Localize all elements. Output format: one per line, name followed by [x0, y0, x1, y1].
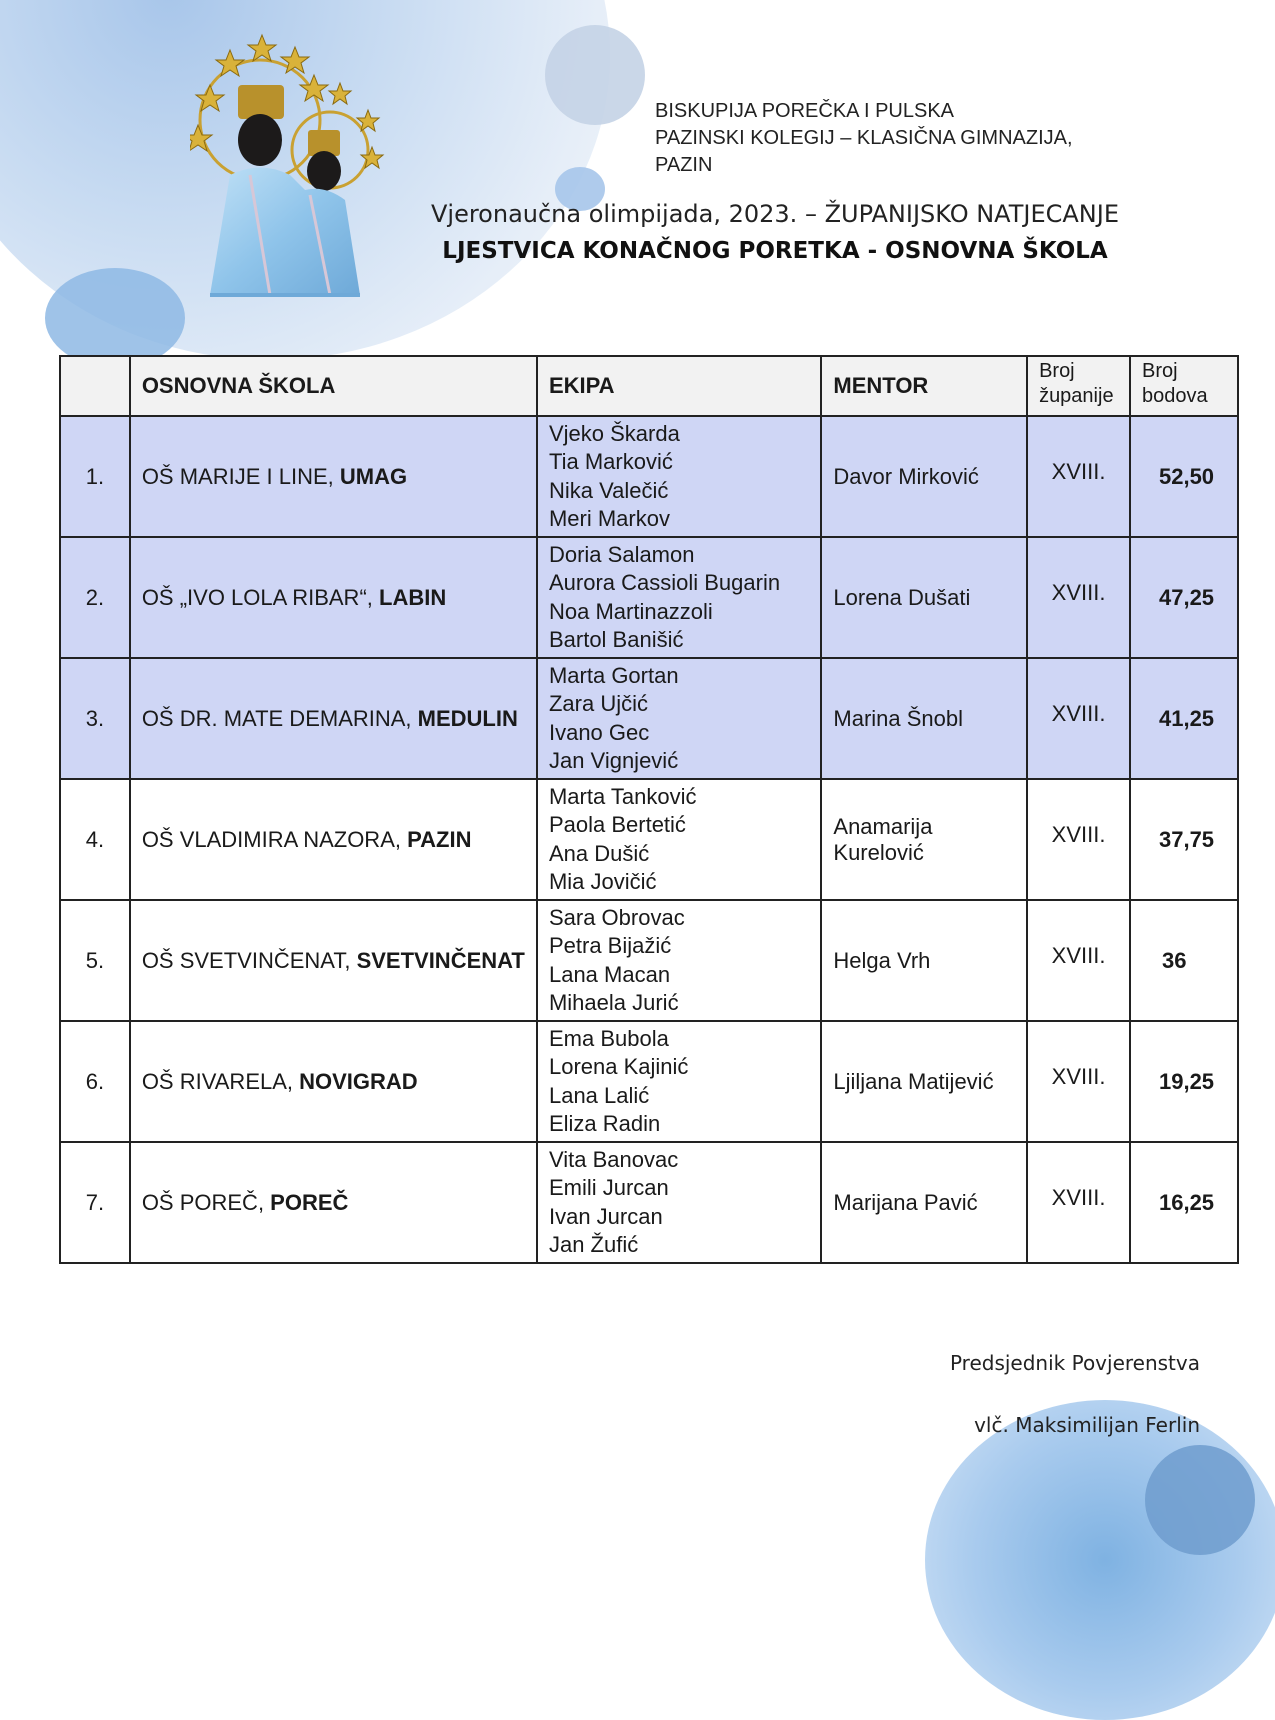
team-member: Eliza Radin — [548, 1111, 661, 1136]
school-city: POREČ — [270, 1189, 349, 1215]
team-member: Petra Bijažić — [548, 933, 672, 958]
school-cell — [130, 537, 537, 658]
points-cell: 16,25 — [1130, 1142, 1238, 1263]
team-member: Paola Bertetić — [548, 812, 686, 837]
team-member: Doria Salamon — [548, 541, 695, 567]
team-member: Sara Obrovac — [548, 904, 685, 930]
school-cell — [130, 658, 537, 779]
team-cell — [537, 658, 821, 779]
school-name: OŠ POREČ, — [141, 1189, 271, 1215]
team-member: Ivan Jurcan — [548, 1203, 663, 1229]
school-name: OŠ RIVARELA, — [141, 1068, 300, 1094]
county-cell: XVIII. — [1027, 658, 1130, 779]
rank-cell: 7. — [60, 1142, 130, 1263]
column-header-mentor: MENTOR — [821, 356, 1027, 416]
team-member: Zara Ujčić — [548, 691, 648, 716]
school-city: LABIN — [379, 584, 447, 610]
points-cell: 52,50 — [1130, 416, 1238, 537]
team-cell — [537, 416, 821, 537]
results-table — [59, 355, 1239, 1264]
school-name: OŠ VLADIMIRA NAZORA, — [141, 826, 408, 852]
table-row — [60, 1021, 1238, 1142]
school-name: OŠ „IVO LOLA RIBAR“, — [141, 584, 379, 610]
rank-cell: 6. — [60, 1021, 130, 1142]
county-cell: XVIII. — [1027, 537, 1130, 658]
decorative-circle-small — [45, 268, 185, 368]
points-cell: 37,75 — [1130, 779, 1238, 900]
signature-name: vlč. Maksimilijan Ferlin — [974, 1413, 1200, 1437]
points-cell: 36 — [1130, 900, 1238, 1021]
school-city: SVETVINČENAT — [356, 947, 525, 973]
team-member: Mihaela Jurić — [548, 990, 679, 1015]
mentor-cell: Anamarija Kurelović — [821, 779, 1027, 900]
school-cell — [130, 779, 537, 900]
institution-line: PAZIN — [655, 154, 713, 176]
table-row — [60, 416, 1238, 537]
table-row — [60, 1142, 1238, 1263]
team-cell — [537, 779, 821, 900]
team-member: Vita Banovac — [548, 1146, 679, 1172]
column-header-line: Broj — [1142, 360, 1178, 382]
points-cell: 47,25 — [1130, 537, 1238, 658]
column-header-rank — [60, 356, 130, 416]
signature-role: Predsjednik Povjerenstva — [949, 1351, 1200, 1375]
team-member: Nika Valečić — [548, 477, 669, 503]
mentor-cell: Lorena Dušati — [821, 537, 1027, 658]
madonna-image — [190, 25, 400, 315]
school-cell — [130, 900, 537, 1021]
column-header-line: Broj — [1039, 360, 1075, 382]
team-member: Marta Tanković — [548, 783, 697, 809]
institution-line: PAZINSKI KOLEGIJ – KLASIČNA GIMNAZIJA, — [655, 127, 1073, 149]
school-cell — [130, 1021, 537, 1142]
team-member: Jan Žufić — [548, 1232, 639, 1257]
team-member: Emili Jurcan — [548, 1175, 669, 1200]
table-row — [60, 900, 1238, 1021]
team-member: Ema Bubola — [548, 1025, 669, 1051]
institution-line: BISKUPIJA POREČKA I PULSKA — [655, 100, 955, 122]
team-cell — [537, 1142, 821, 1263]
table-row — [60, 779, 1238, 900]
county-cell: XVIII. — [1027, 900, 1130, 1021]
county-cell: XVIII. — [1027, 1142, 1130, 1263]
team-cell — [537, 537, 821, 658]
mentor-cell: Helga Vrh — [821, 900, 1027, 1021]
institution-header — [655, 98, 1073, 179]
school-name: OŠ DR. MATE DEMARINA, — [141, 705, 418, 731]
team-member: Lana Macan — [548, 961, 671, 987]
team-member: Noa Martinazzoli — [548, 598, 713, 624]
document-title: Vjeronaučna olimpijada, 2023. – ŽUPANIJSKO NATJECANJE — [430, 200, 1120, 228]
school-cell — [130, 1142, 537, 1263]
rank-cell: 3. — [60, 658, 130, 779]
signature-block — [950, 1332, 1200, 1456]
document-subtitle: LJESTVICA KONAČNOG PORETKA - OSNOVNA ŠKOLA — [442, 238, 1108, 264]
team-member: Lorena Kajinić — [548, 1054, 689, 1079]
county-cell: XVIII. — [1027, 416, 1130, 537]
column-header-points — [1130, 356, 1238, 416]
county-cell: XVIII. — [1027, 779, 1130, 900]
rank-cell: 2. — [60, 537, 130, 658]
mentor-cell: Marijana Pavić — [821, 1142, 1027, 1263]
decorative-circle-small — [545, 25, 645, 125]
school-name: OŠ MARIJE I LINE, — [141, 463, 340, 489]
column-header-team: EKIPA — [537, 356, 821, 416]
decorative-circle-small — [1145, 1445, 1255, 1555]
county-cell: XVIII. — [1027, 1021, 1130, 1142]
rank-cell: 4. — [60, 779, 130, 900]
column-header-county — [1027, 356, 1130, 416]
points-cell: 41,25 — [1130, 658, 1238, 779]
team-member: Lana Lalić — [548, 1082, 650, 1108]
team-member: Vjeko Škarda — [548, 420, 680, 446]
school-cell — [130, 416, 537, 537]
column-header-line: županije — [1039, 385, 1114, 407]
rank-cell: 1. — [60, 416, 130, 537]
points-cell: 19,25 — [1130, 1021, 1238, 1142]
school-name: OŠ SVETVINČENAT, — [141, 947, 357, 973]
team-member: Meri Markov — [548, 506, 670, 531]
team-member: Jan Vignjević — [548, 748, 679, 773]
team-member: Mia Jovičić — [548, 869, 657, 894]
team-member: Marta Gortan — [548, 662, 679, 688]
column-header-school: OSNOVNA ŠKOLA — [130, 356, 537, 416]
team-member: Aurora Cassioli Bugarin — [548, 570, 781, 595]
team-member: Tia Marković — [548, 449, 673, 474]
table-row — [60, 537, 1238, 658]
mentor-cell: Marina Šnobl — [821, 658, 1027, 779]
mentor-cell: Davor Mirković — [821, 416, 1027, 537]
team-cell — [537, 1021, 821, 1142]
team-member: Ivano Gec — [548, 719, 650, 745]
column-header-line: bodova — [1142, 385, 1208, 407]
team-member: Bartol Banišić — [548, 627, 684, 652]
school-city: PAZIN — [407, 826, 472, 852]
mentor-cell: Ljiljana Matijević — [821, 1021, 1027, 1142]
team-cell — [537, 900, 821, 1021]
school-city: NOVIGRAD — [299, 1068, 418, 1094]
table-header-row — [60, 356, 1238, 416]
team-member: Ana Dušić — [548, 840, 650, 866]
school-city: MEDULIN — [417, 705, 518, 731]
rank-cell: 5. — [60, 900, 130, 1021]
table-row — [60, 658, 1238, 779]
school-city: UMAG — [339, 463, 408, 489]
